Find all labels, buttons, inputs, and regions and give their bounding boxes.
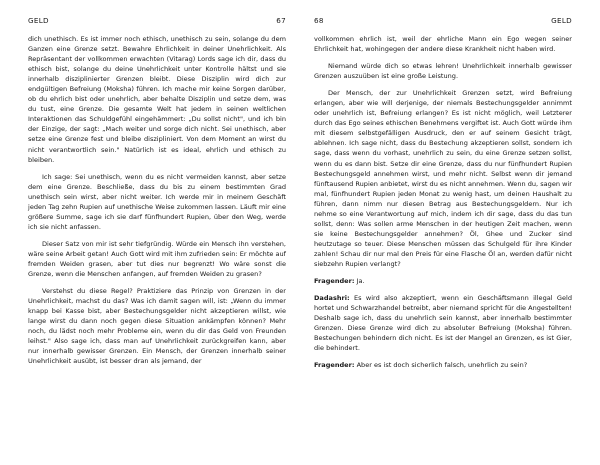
running-title: GELD (551, 16, 572, 25)
right-page-body (314, 34, 572, 370)
paragraph: Ich sage: Sei unethisch, wenn du es nicht vermeiden kannst, aber setze dem eine Grenze. Beschließe, dass du bis zu einem bestimmten Grad unethisch sein wirst, aber nicht weiter. Ich werde mir in meinem Geschäft jeden Tag zehn Rupien auf unethische Weise zukommen lassen. Läuft mir eine größere Summe, sage ich sie darf fünfhundert Rupien, über den Weg, werde ich sie nicht anfassen. (28, 172, 286, 231)
dialogue-text: Ja. (356, 277, 365, 286)
paragraph: Dieser Satz von mir ist sehr tiefgründig. Würde ein Mensch ihn verstehen, wäre seine Arbeit getan! Auch Gott wird mit ihm zufrieden sein: Er möchte auf fremden Weiden grasen, aber tut dies nur begrenzt! Wo wäre sonst die Grenze, wenn die Menschen anfangen, auf fremden Weiden zu grasen? (28, 239, 286, 279)
speaker-label: Fragender: (314, 277, 355, 286)
dialogue-line (314, 276, 572, 286)
page-number: 67 (276, 16, 286, 25)
dialogue-line (314, 293, 572, 353)
left-page-body (28, 34, 286, 366)
speaker-label: Dadashri: (314, 294, 350, 303)
paragraph: Der Mensch, der zur Unehrlichkeit Grenzen setzt, wird Befreiung erlangen, aber wie will derjenige, der niemals Bestechungsgelder annimmt oder unehrlich ist, Befreiung erlangen? Es ist nicht möglich, weil Letzterer durch das Ego seines ethischen Benehmens vergiftet ist. Auch Gott würde ihm mit diesem selbstgefälligen Ausdruck, den er auf seinem Gesicht trägt, ablehnen. Ich sage nicht, dass du Bestechung akzeptieren sollst, sondern ich sage, dass wenn du vorhast, unehrlich zu sein, du eine Grenze setzen sollst, wenn du es dann bist. Setze dir eine Grenze, dass du nur fünfhundert Rupien Bestechungsgeld annehmen wirst, und mehr nicht. Selbst wenn dir jemand fünftausend Rupien anbietet, wirst du es nicht annehmen. Wenn du, sagen wir mal, fünfhundert Rupien jeden Monat zu wenig hast, um deinen Haushalt zu führen, dann nimm nur diesen Betrag aus Bestechungsgeldern. Nur ich nehme so eine Verantwortung auf mich, indem ich dir sage, dass du das tun sollst, denn: Was sollen arme Menschen in der heutigen Zeit machen, wenn sie keine Bestechungsgelder annehmen? Öl, Ghee und Zucker sind heutzutage so teuer. Diese Menschen müssen das Schulgeld für ihre Kinder zahlen! Schau dir nur mal den Preis für eine Flasche Öl an, werden dafür nicht siebzehn Rupien verlangt? (314, 89, 572, 268)
paragraph: Verstehst du diese Regel? Praktiziere das Prinzip von Grenzen in der Unehrlichkeit, machst du das? Was ich damit sagen will, ist: „Wenn du immer knapp bei Kasse bist, aber Bestechungsgelder nicht akzeptieren willst, wie lange wirst du dann noch gegen diese Situation ankämpfen können? Mehr noch, du lädst noch mehr Probleme ein, wenn du dir das Geld von Freunden leihst." Also sage ich, dass man auf Unehrlichkeit zurückgreifen kann, aber nur innerhalb gewisser Grenzen. Ein Mensch, der Grenzen innerhalb seiner Unehrlichkeit ausübt, ist besser dran als jemand, der (28, 287, 286, 366)
dialogue-text: Es wird also akzeptiert, wenn ein Geschäftsmann illegal Geld hortet und Schwarzhandel betreibt, aber niemand spricht für die Angestellten! Deshalb sage ich, dass du unehrlich sein kannst, aber innerhalb bestimmter Grenzen. Diese Grenze wird dich zu absoluter Befreiung (Moksha) führen. Bestechungen behindern dich nicht. Es ist der Mangel an Grenzen, es ist Gier, die behindert. (314, 294, 572, 353)
dialogue-line (314, 360, 572, 370)
paragraph: vollkommen ehrlich ist, weil der ehrliche Mann ein Ego wegen seiner Ehrlichkeit hat, wohingegen der andere diese Krankheit nicht haben wird. (314, 35, 572, 54)
left-page-header (28, 16, 286, 34)
dialogue-text: Aber es ist doch sicherlich falsch, unehrlich zu sein? (356, 361, 528, 370)
running-title: GELD (28, 16, 49, 25)
speaker-label: Fragender: (314, 361, 355, 370)
page-number: 68 (314, 16, 324, 25)
paragraph: Niemand würde dich so etwas lehren! Unehrlichkeit innerhalb gewisser Grenzen auszuüben ist eine große Leistung. (314, 62, 572, 81)
paragraph: dich unethisch. Es ist immer noch ethisch, unethisch zu sein, solange du dem Ganzen eine Grenze setzt. Bewahre Ehrlichkeit in deiner Unehrlichkeit. Als Repräsentant der vollkommen erwachten (Vitarag) Lords sage ich dir, dass du ethisch bist, solange du deine Unehrlichkeit unter Kontrolle hältst und sie innerhalb disziplinierter Grenzen bleibt. Diese Disziplin wird dich zur endgültigen Befreiung (Moksha) führen. Ich mache mir keine Sorgen darüber, ob du ehrlich bist oder unehrlich, aber behalte Disziplin und setze dem, was du tust, eine Grenze. Die gesamte Welt hat jedem in seinen weltlichen Interaktionen das Schuldgefühl eingehämmert: „Du sollst nicht", und ich bin der Einzige, der sagt: „Mach weiter und sorge dich nicht. Sei unethisch, aber setze eine Grenze fest und bleibe diszipliniert. Von dem Moment an wirst du nicht verantwortlich sein." Natürlich ist es ideal, ehrlich und ethisch zu bleiben. (28, 35, 286, 164)
right-page (300, 0, 600, 465)
right-page-header (314, 16, 572, 34)
